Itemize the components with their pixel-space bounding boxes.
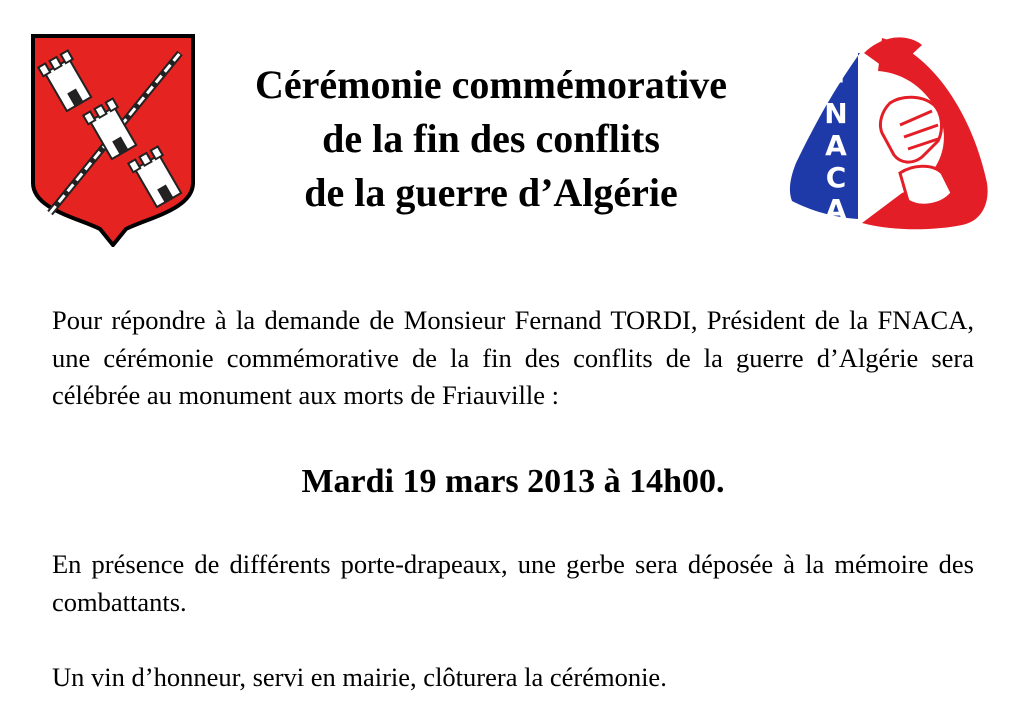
svg-text:N: N — [824, 97, 848, 130]
intro-paragraph: Pour répondre à la demande de Monsieur Fernand TORDI, Président de la FNACA, une cérémonie commémorative de la fin des conflits de la guerre d’Algérie sera célébrée au monument aux morts de Friauville : — [52, 305, 974, 410]
title-line-3: de la guerre d’Algérie — [304, 170, 678, 215]
title-line-1: Cérémonie commémorative — [255, 62, 727, 107]
fnaca-logo-icon — [782, 33, 992, 233]
svg-text:A: A — [825, 193, 847, 226]
coat-of-arms-icon — [30, 33, 196, 247]
closing-paragraph: Un vin d’honneur, servi en mairie, clôturera la cérémonie. — [52, 662, 667, 692]
wreath-paragraph: En présence de différents porte-drapeaux, une gerbe sera déposée à la mémoire des combattants. — [52, 549, 974, 617]
page-title — [200, 58, 782, 220]
event-date: Mardi 19 mars 2013 à 14h00. — [301, 463, 725, 500]
svg-text:C: C — [825, 161, 847, 194]
svg-text:F: F — [826, 65, 846, 98]
svg-text:A: A — [825, 129, 847, 162]
title-line-2: de la fin des conflits — [322, 116, 660, 161]
